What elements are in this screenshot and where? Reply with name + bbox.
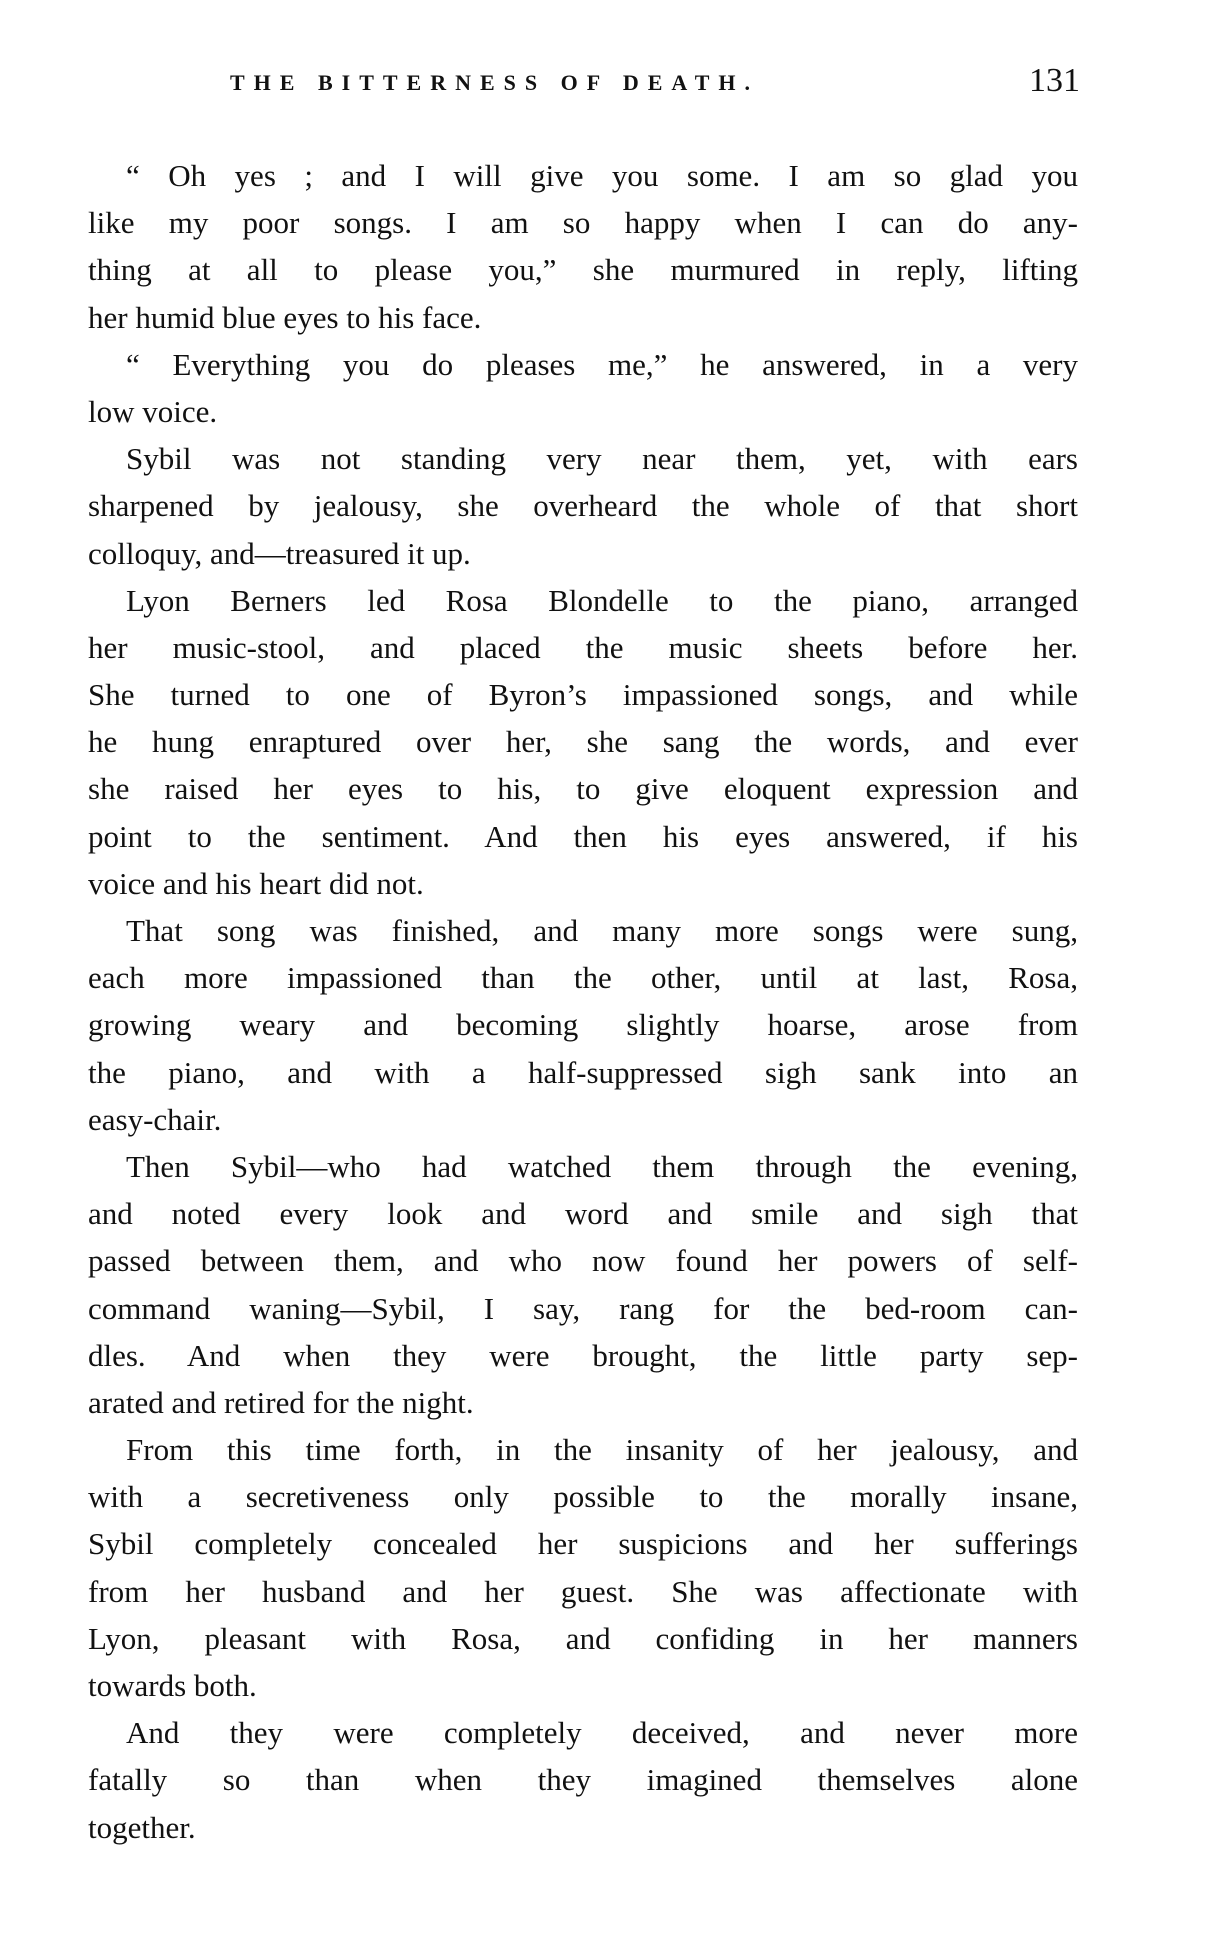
text-line: point to the sentiment. And then his eyes answered, if his — [88, 818, 1078, 854]
paragraph — [88, 341, 1078, 435]
text-line: and noted every look and word and smile and sigh that — [88, 1196, 1078, 1232]
text-line: her music-stool, and placed the music sheets before her. — [88, 629, 1078, 665]
text-line: towards both. — [88, 1668, 257, 1703]
text-line: her humid blue eyes to his face. — [88, 299, 482, 335]
text-line: dles. And when they were brought, the little party sep- — [88, 1337, 1078, 1373]
text-line: Sybil was not standing very near them, yet, with ears — [126, 441, 1078, 477]
text-line: “ Everything you do pleases me,” he answered, in a very — [126, 346, 1078, 382]
page-number: 131 — [1029, 62, 1080, 99]
page-header — [230, 62, 1080, 112]
text-line: like my poor songs. I am so happy when I can do any- — [88, 205, 1078, 241]
text-line: she raised her eyes to his, to give eloquent expression and — [88, 771, 1078, 807]
text-line: Lyon Berners led Rosa Blondelle to the piano, arranged — [126, 582, 1078, 618]
paragraph — [88, 907, 1078, 1143]
body-text — [88, 152, 1078, 1851]
text-line: fatally so than when they imagined themselves alone — [88, 1762, 1078, 1798]
text-line: command waning—Sybil, I say, rang for the bed-room can- — [88, 1290, 1078, 1326]
text-line: Then Sybil—who had watched them through the evening, — [126, 1148, 1078, 1184]
text-line: passed between them, and who now found her powers of self- — [88, 1243, 1078, 1279]
text-line: from her husband and her guest. She was affectionate with — [88, 1573, 1078, 1609]
text-line: That song was finished, and many more songs were sung, — [126, 913, 1078, 948]
text-line: the piano, and with a half-suppressed sigh sank into an — [88, 1054, 1078, 1090]
text-line: Sybil completely concealed her suspicions and her sufferings — [88, 1526, 1078, 1562]
text-line: And they were completely deceived, and never more — [126, 1715, 1078, 1751]
text-line: with a secretiveness only possible to the morally insane, — [88, 1479, 1078, 1515]
text-line: She turned to one of Byron’s impassioned songs, and while — [88, 677, 1078, 713]
text-line: From this time forth, in the insanity of her jealousy, and — [126, 1432, 1078, 1468]
text-line: colloquy, and—treasured it up. — [88, 535, 471, 571]
paragraph — [88, 1426, 1078, 1709]
text-line: easy-chair. — [88, 1101, 222, 1137]
running-title: THE BITTERNESS OF DEATH. — [230, 70, 759, 95]
paragraph — [88, 435, 1078, 577]
text-line: together. — [88, 1809, 196, 1845]
text-line: voice and his heart did not. — [88, 865, 424, 901]
text-line: each more impassioned than the other, until at last, Rosa, — [88, 960, 1078, 996]
text-line: low voice. — [88, 393, 218, 429]
text-line: Lyon, pleasant with Rosa, and confiding in her manners — [88, 1620, 1078, 1656]
text-line: “ Oh yes ; and I will give you some. I am so glad you — [126, 158, 1078, 193]
text-line: sharpened by jealousy, she overheard the whole of that short — [88, 488, 1078, 524]
paragraph — [88, 1709, 1078, 1851]
text-line: growing weary and becoming slightly hoarse, arose from — [88, 1007, 1078, 1043]
paragraph — [88, 577, 1078, 907]
text-line: he hung enraptured over her, she sang the words, and ever — [88, 724, 1078, 760]
paragraph — [88, 1143, 1078, 1426]
text-line: arated and retired for the night. — [88, 1384, 474, 1420]
paragraph — [88, 152, 1078, 341]
text-line: thing at all to please you,” she murmured in reply, lifting — [88, 252, 1078, 288]
